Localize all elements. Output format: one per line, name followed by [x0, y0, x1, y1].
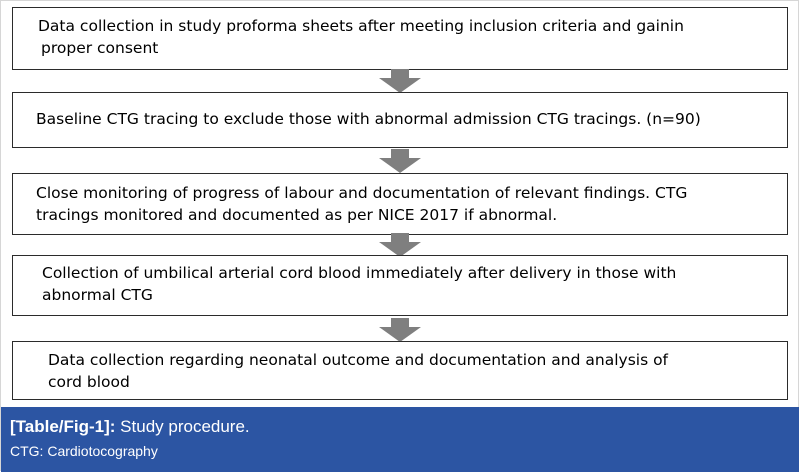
figure-title: Study procedure. — [115, 417, 250, 436]
step-5-box — [12, 341, 788, 400]
step-5-text — [48, 349, 668, 393]
step-2-text — [36, 108, 701, 130]
step-1-line-1: Data collection in study proforma sheets after meeting inclusion criteria and gainin — [38, 17, 684, 35]
step-5-line-2: cord blood — [48, 373, 130, 391]
figure-abbreviation-note: CTG: Cardiotocography — [10, 443, 158, 459]
step-4-text — [42, 262, 676, 306]
step-1-box — [12, 7, 788, 70]
step-5-line-1: Data collection regarding neonatal outcome and documentation and analysis of — [48, 351, 669, 369]
down-arrow-icon — [377, 318, 423, 342]
down-arrow-icon — [377, 149, 423, 173]
step-3-text — [36, 182, 687, 226]
step-2-box — [12, 92, 788, 148]
step-4-line-1: Collection of umbilical arterial cord blood immediately after delivery in those with — [42, 264, 677, 282]
step-3-line-1: Close monitoring of progress of labour and documentation of relevant findings. CTG — [36, 184, 688, 202]
figure-label: [Table/Fig-1]: — [10, 417, 116, 436]
step-4-box — [12, 255, 788, 316]
step-4-line-2: abnormal CTG — [42, 286, 153, 304]
figure-caption-band — [1, 407, 799, 472]
step-3-line-2: tracings monitored and documented as per NICE 2017 if abnormal. — [36, 206, 558, 224]
step-3-box — [12, 173, 788, 235]
step-1-line-2: proper consent — [41, 39, 159, 57]
down-arrow-icon — [377, 233, 423, 257]
figure-caption — [10, 417, 250, 437]
step-1-text — [38, 15, 684, 59]
down-arrow-icon — [377, 69, 423, 93]
step-2-line-1: Baseline CTG tracing to exclude those with abnormal admission CTG tracings. (n=90) — [36, 110, 701, 128]
